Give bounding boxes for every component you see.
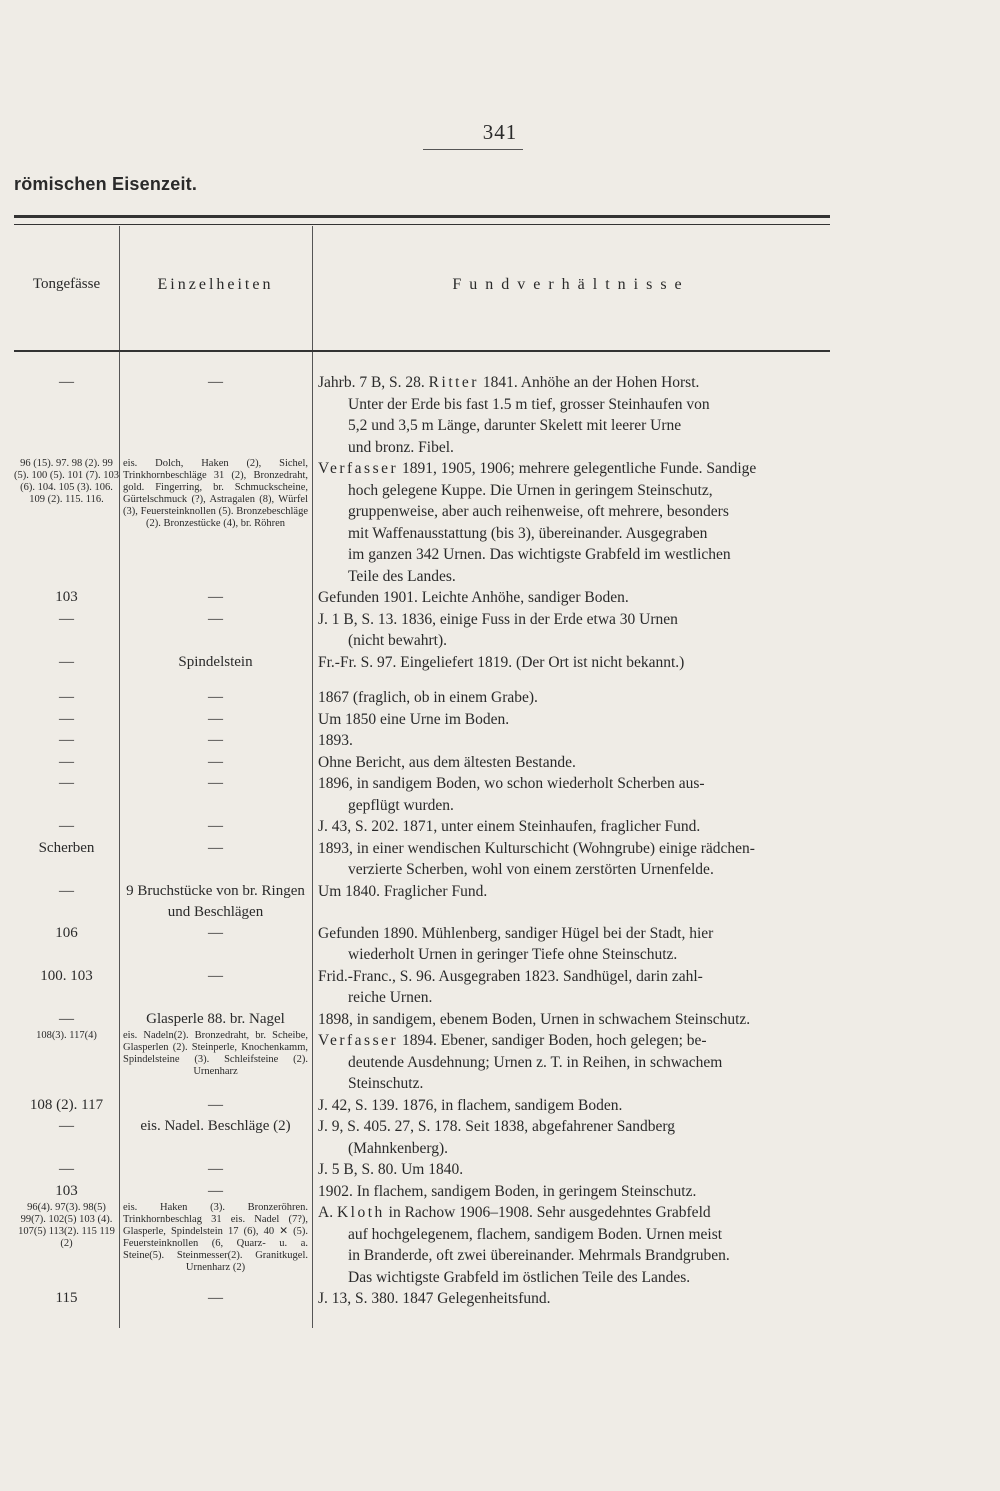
cell-einzelheiten: —: [208, 1182, 223, 1199]
fund-text-line: Steinschutz.: [348, 1075, 424, 1092]
cell-tongefaesse: 106: [55, 924, 78, 941]
cell-einzelheiten: —: [208, 839, 223, 856]
table-row: [14, 652, 830, 674]
column-header-einzelheiten: Einzelheiten: [157, 276, 274, 293]
cell-fundverhaeltnisse: [312, 1095, 830, 1117]
fund-text-line: im ganzen 342 Urnen. Das wichtigste Grabfeld im westlichen: [348, 546, 731, 563]
fund-text-line: Um 1840. Fraglicher Fund.: [318, 882, 488, 900]
fund-text-line: Gefunden 1890. Mühlenberg, sandiger Hügel bei der Stadt, hier: [318, 924, 714, 942]
fund-text-line: (Mahnkenberg).: [348, 1139, 449, 1157]
table-row: [14, 1159, 830, 1181]
table-row: [14, 966, 830, 1009]
table-row: [14, 1030, 830, 1095]
cell-fundverhaeltnisse: [312, 1202, 830, 1288]
cell-fundverhaeltnisse: [312, 752, 830, 774]
cell-tongefaesse: 103: [55, 1182, 78, 1199]
cell-tongefaesse: —: [59, 653, 74, 670]
cell-fundverhaeltnisse: [312, 458, 830, 587]
table-row: [14, 709, 830, 731]
table-row: [14, 458, 830, 587]
table-row: [14, 1181, 830, 1203]
cell-tongefaesse: 96(4). 97(3). 98(5) 99(7). 102(5) 103 (4). 107(5) 113(2). 115 119 (2): [18, 1202, 115, 1249]
cell-einzelheiten: —: [208, 775, 223, 791]
cell-einzelheiten: —: [208, 1290, 223, 1306]
cell-fundverhaeltnisse: [312, 1009, 830, 1031]
fund-text-line: 1898, in sandigem, ebenem Boden, Urnen in schwachem Steinschutz.: [318, 1010, 751, 1028]
fund-text-line: auf hochgelegenem, flachem, sandigem Boden. Urnen meist: [348, 1225, 723, 1243]
table-row: [14, 730, 830, 752]
fund-text-line: J. 42, S. 139. 1876, in flachem, sandigem Boden.: [318, 1096, 623, 1114]
fund-text-line: 5,2 und 3,5 m Länge, darunter Skelett mit leerer Urne: [348, 417, 682, 434]
fund-text-line: mit Waffenausstattung (bis 3), übereinander. Ausgegraben: [348, 524, 708, 542]
cell-fundverhaeltnisse: [312, 1181, 830, 1203]
source-prefix: A.: [318, 1204, 337, 1221]
cell-fundverhaeltnisse: [312, 923, 830, 966]
cell-einzelheiten: eis. Dolch, Haken (2), Sichel, Trinkhornbeschläge 31 (2), Bronzedraht, gold. Fingerring, br. Schmuckscheine, Gürtelschmuck (?), Astragalen (8), Würfel (3), Feuersteinknollen (5). Bronzebeschläge (2). Bronzestücke (4), br. Röhren: [123, 458, 308, 529]
fund-text-line: Fr.-Fr. S. 97. Eingeliefert 1819. (Der Ort ist nicht bekannt.): [318, 653, 685, 671]
fund-text-line: J. 43, S. 202. 1871, unter einem Steinhaufen, fraglicher Fund.: [318, 818, 701, 835]
cell-einzelheiten: —: [208, 610, 223, 627]
cell-fundverhaeltnisse: [312, 966, 830, 1009]
cell-tongefaesse: —: [59, 818, 74, 834]
table-row: [14, 1288, 830, 1310]
cell-tongefaesse: 108(3). 117(4): [36, 1030, 97, 1041]
cell-tongefaesse: —: [59, 710, 74, 727]
table-row: [14, 372, 830, 458]
page-number-rule: [423, 149, 523, 150]
table-row: [14, 609, 830, 652]
table-row: [14, 881, 830, 923]
table-row: [14, 838, 830, 881]
cell-fundverhaeltnisse: [312, 730, 830, 752]
table-row: [14, 687, 830, 709]
cell-einzelheiten: 9 Bruchstücke von br. Ringen und Beschlägen: [126, 882, 305, 920]
fund-text-rest: 1841. Anhöhe an der Hohen Horst.: [478, 374, 700, 391]
fund-text-line: Um 1850 eine Urne im Boden.: [318, 710, 510, 728]
fund-text-line: Das wichtigste Grabfeld im östlichen Teile des Landes.: [348, 1268, 691, 1286]
cell-tongefaesse: 103: [55, 589, 78, 605]
fund-text-line: Teile des Landes.: [348, 567, 456, 585]
fund-text-line: 1902. In flachem, sandigem Boden, in geringem Steinschutz.: [318, 1182, 697, 1200]
cell-einzelheiten: —: [208, 589, 223, 605]
fund-text-line: Gefunden 1901. Leichte Anhöhe, sandiger Boden.: [318, 589, 629, 606]
fund-text-line: Unter der Erde bis fast 1.5 m tief, grosser Steinhaufen von: [348, 395, 710, 413]
cell-fundverhaeltnisse: [312, 773, 830, 816]
fund-text-line: Frid.-Franc., S. 96. Ausgegraben 1823. Sandhügel, darin zahl-: [318, 967, 703, 985]
cell-tongefaesse: 100. 103: [40, 967, 93, 984]
fund-text-line: J. 9, S. 405. 27, S. 178. Seit 1838, abgefahrener Sandberg: [318, 1118, 676, 1135]
table-row: [14, 923, 830, 966]
cell-einzelheiten: —: [208, 689, 223, 705]
cell-tongefaesse: —: [59, 1161, 74, 1177]
cell-tongefaesse: —: [59, 374, 74, 390]
fund-text-line: J. 5 B, S. 80. Um 1840.: [318, 1161, 464, 1178]
cell-fundverhaeltnisse: [312, 1159, 830, 1181]
table-row: [14, 1202, 830, 1288]
cell-fundverhaeltnisse: [312, 709, 830, 731]
cell-tongefaesse: 108 (2). 117: [29, 1096, 104, 1113]
fund-text-line: in Branderde, oft zwei übereinander. Mehrmals Brandgruben.: [348, 1247, 730, 1264]
cell-einzelheiten: —: [208, 967, 223, 984]
fund-text-line: hoch gelegene Kuppe. Die Urnen in geringem Steinschutz,: [348, 481, 713, 499]
cell-einzelheiten: —: [208, 1096, 223, 1113]
cell-tongefaesse: —: [59, 689, 74, 705]
find-table-body: [14, 372, 830, 1310]
fund-text-line: J. 1 B, S. 13. 1836, einige Fuss in der Erde etwa 30 Urnen: [318, 610, 678, 628]
fund-text-rest: 1894. Ebener, sandiger Boden, hoch gelegen; be-: [398, 1032, 707, 1049]
cell-fundverhaeltnisse: [312, 881, 830, 903]
cell-einzelheiten: eis. Nadel. Beschläge (2): [140, 1118, 291, 1134]
cell-einzelheiten: —: [208, 924, 223, 941]
fund-text-line: 1893.: [318, 732, 353, 749]
fund-text-line: gruppenweise, aber auch reihenweise, oft mehrere, besonders: [348, 503, 729, 520]
cell-fundverhaeltnisse: [312, 838, 830, 881]
cell-einzelheiten: —: [208, 374, 223, 390]
cell-tongefaesse: —: [59, 1010, 74, 1027]
cell-tongefaesse: —: [59, 882, 74, 899]
table-row: [14, 1095, 830, 1117]
fund-text-line: deutende Ausdehnung; Urnen z. T. in Reihen, in schwachem: [348, 1053, 723, 1071]
fund-text-line: 1893, in einer wendischen Kulturschicht (Wohngrube) einige rädchen-: [318, 839, 755, 857]
table-row: [14, 816, 830, 838]
cell-einzelheiten: —: [208, 1161, 223, 1177]
table-top-rule: [14, 215, 830, 225]
table-row: [14, 773, 830, 816]
cell-tongefaesse: —: [59, 1118, 74, 1134]
cell-tongefaesse: —: [59, 775, 74, 791]
page-number: 341: [482, 120, 518, 144]
cell-einzelheiten: Spindelstein: [178, 653, 253, 670]
cell-einzelheiten: —: [208, 732, 223, 748]
fund-text-line: [318, 458, 830, 480]
fund-text-line: 1867 (fraglich, ob in einem Grabe).: [318, 689, 538, 706]
cell-fundverhaeltnisse: [312, 587, 830, 609]
table-row: [14, 587, 830, 609]
cell-einzelheiten: —: [208, 753, 223, 770]
fund-text-line: [318, 1202, 830, 1224]
author-name: Ritter: [428, 374, 479, 391]
fund-text-line: und bronz. Fibel.: [348, 438, 454, 456]
fund-text-line: J. 13, S. 380. 1847 Gelegenheitsfund.: [318, 1290, 551, 1307]
cell-fundverhaeltnisse: [312, 652, 830, 674]
cell-tongefaesse: Scherben: [38, 839, 95, 856]
cell-einzelheiten: —: [208, 710, 223, 727]
cell-fundverhaeltnisse: [312, 1030, 830, 1095]
fund-text-rest: 1891, 1905, 1906; mehrere gelegentliche Funde. Sandige: [398, 460, 757, 477]
author-name: Verfasser: [318, 460, 399, 477]
cell-fundverhaeltnisse: [312, 609, 830, 652]
header-bottom-rule: [14, 350, 830, 352]
cell-einzelheiten: Glasperle 88. br. Nagel: [146, 1010, 285, 1027]
table-row: [14, 1116, 830, 1159]
table-row: [14, 752, 830, 774]
table-row: [14, 1009, 830, 1031]
fund-text-line: gepflügt wurden.: [348, 796, 454, 814]
cell-tongefaesse: 96 (15). 97. 98 (2). 99 (5). 100 (5). 101 (7). 103 (6). 104. 105 (3). 106. 109 (2). 115. 116.: [14, 458, 119, 505]
cell-fundverhaeltnisse: [312, 687, 830, 709]
cell-einzelheiten: —: [208, 818, 223, 834]
cell-tongefaesse: —: [59, 753, 74, 770]
source-prefix: Jahrb. 7 B, S. 28.: [318, 374, 429, 391]
column-header-fundverhaeltnisse: Fundverhältnisse: [452, 276, 690, 293]
fund-text-rest: in Rachow 1906–1908. Sehr ausgedehntes Grabfeld: [384, 1204, 711, 1221]
fund-text-line: (nicht bewahrt).: [348, 632, 447, 649]
section-heading: römischen Eisenzeit.: [14, 174, 198, 194]
fund-text-line: wiederholt Urnen in geringer Tiefe ohne Steinschutz.: [348, 946, 678, 963]
fund-text-line: [318, 372, 830, 394]
fund-text-line: verzierte Scherben, wohl von einem zerstörten Urnenfelde.: [348, 861, 714, 878]
author-name: Kloth: [336, 1204, 385, 1221]
fund-text-line: 1896, in sandigem Boden, wo schon wiederholt Scherben aus-: [318, 775, 705, 792]
cell-einzelheiten: eis. Haken (3). Bronzeröhren. Trinkhornbeschlag 31 eis. Nadel (7?), Glasperle, Spindelstein 17 (6), 40 ✕ (5). Feuersteinknollen (6, Quarz- u. a. Steine(5). Steinmesser(2). Granitkugel. Urnenharz (2): [123, 1202, 308, 1273]
cell-fundverhaeltnisse: [312, 1116, 830, 1159]
fund-text-line: reiche Urnen.: [348, 989, 433, 1006]
author-name: Verfasser: [318, 1032, 399, 1049]
fund-text-line: Ohne Bericht, aus dem ältesten Bestande.: [318, 753, 576, 771]
cell-fundverhaeltnisse: [312, 1288, 830, 1310]
fund-text-line: [318, 1030, 830, 1052]
cell-tongefaesse: —: [59, 610, 74, 627]
cell-tongefaesse: 115: [55, 1290, 78, 1306]
cell-tongefaesse: —: [59, 732, 74, 748]
cell-fundverhaeltnisse: [312, 372, 830, 458]
column-header-tongefaesse: Tongefässe: [32, 276, 101, 292]
cell-fundverhaeltnisse: [312, 816, 830, 838]
cell-einzelheiten: eis. Nadeln(2). Bronzedraht, br. Scheibe, Glasperlen (2). Steinperle, Knochenkamm, Spindelsteine (3). Schleifsteine (2). Urnenharz: [123, 1030, 308, 1077]
